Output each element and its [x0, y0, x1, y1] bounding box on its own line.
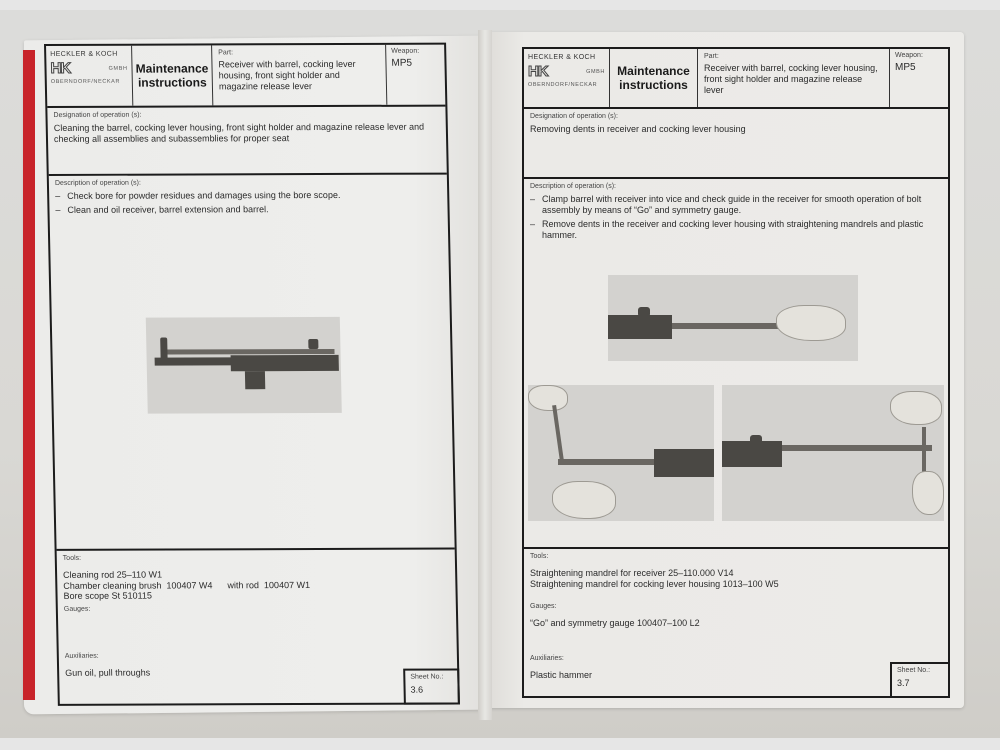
company-gmbh: GMBH [586, 68, 605, 75]
title-line-2: instructions [619, 78, 688, 92]
weapon-label: Weapon: [895, 52, 923, 59]
form-title [610, 49, 698, 107]
description-item-text: Clamp barrel with receiver into vice and check guide in the receiver for smooth operation of bolt assembly by means of “Go” and symmetry gauge. [542, 194, 922, 215]
weapon-label: Weapon: [391, 47, 420, 55]
gauges-label: Gauges: [63, 605, 91, 613]
title-line-1: Maintenance [135, 61, 209, 76]
auxiliaries-label: Auxiliaries: [530, 655, 564, 662]
part-value: Receiver with barrel, cocking lever housing, front sight holder and magazine release lever [218, 58, 356, 92]
tools-label: Tools: [62, 554, 82, 562]
sheet-label: Sheet No.: [410, 673, 444, 681]
hk-logo-icon: HK [50, 59, 71, 77]
description-item: – Clean and oil receiver, barrel extension and barrel. [55, 204, 269, 215]
tools-label: Tools: [530, 553, 549, 560]
part-value: Receiver with barrel, cocking lever housing, front sight holder and magazine release lever [704, 63, 878, 95]
designation-text: Cleaning the barrel, cocking lever housing, front sight holder and magazine release lever and checking all assemblies and subassemblies for proper seat [53, 121, 425, 144]
mandrel-photo-3 [722, 385, 944, 521]
designation-text: Removing dents in receiver and cocking lever housing [530, 124, 746, 134]
tool-line: Straightening mandrel for cocking lever housing 1013–100 W5 [530, 578, 779, 589]
tool-line: Chamber cleaning brush 100407 W4 with rod 100407 W1 [63, 579, 311, 591]
tool-line: Cleaning rod 25–110 W1 [63, 569, 163, 580]
title-line-2: instructions [137, 75, 207, 90]
part-cell [698, 49, 890, 107]
auxiliaries-text: Gun oil, pull throughs [65, 667, 151, 678]
description-section [49, 175, 455, 551]
company-gmbh: GMBH [108, 65, 128, 72]
left-form-frame [44, 43, 460, 706]
company-logo [524, 49, 610, 107]
weapon-cell [386, 45, 445, 105]
description-label: Description of operation (s): [530, 183, 616, 190]
description-item: – Remove dents in the receiver and cocking lever housing with straightening mandrels and plastic hammer. [530, 219, 942, 241]
form-header [524, 49, 948, 109]
hk-logo-icon: HK [528, 63, 548, 80]
form-header [46, 45, 445, 108]
tool-line: Straightening mandrel for receiver 25–110.000 V14 [530, 568, 734, 578]
red-index-tab [23, 50, 35, 700]
description-item-text: Clean and oil receiver, barrel extension and barrel. [67, 204, 269, 215]
sheet-value: 3.6 [410, 684, 424, 695]
designation-section [524, 109, 948, 179]
company-location: OBERNDORF/NECKAR [50, 78, 121, 85]
tool-line: Bore scope St 510115 [63, 590, 153, 601]
description-section [524, 179, 948, 549]
part-cell [212, 45, 387, 106]
description-item-text: Check bore for powder residues and damages using the bore scope. [67, 189, 341, 201]
part-label: Part: [704, 53, 719, 60]
part-label: Part: [218, 49, 234, 57]
auxiliaries-text: Plastic hammer [530, 670, 593, 680]
auxiliaries-label: Auxiliaries: [64, 652, 99, 660]
designation-label: Designation of operation (s): [53, 111, 142, 119]
weapon-cell [890, 49, 948, 107]
sheet-label: Sheet No.: [897, 667, 931, 674]
company-logo [46, 46, 133, 106]
sheet-number-box [403, 668, 460, 704]
description-label: Description of operation (s): [54, 179, 141, 187]
weapon-photo [146, 317, 342, 414]
description-item: – Check bore for powder residues and damages using the bore scope. [55, 189, 341, 201]
description-item-text: Remove dents in the receiver and cocking lever housing with straightening mandrels and plastic hammer. [542, 219, 924, 240]
weapon-value: MP5 [895, 62, 916, 73]
gauges-text: “Go” and symmetry gauge 100407–100 L2 [530, 618, 700, 628]
book-gutter [478, 30, 492, 720]
sheet-value: 3.7 [897, 678, 910, 688]
mandrel-photo-2 [528, 385, 714, 521]
form-title [132, 45, 213, 105]
footer-section [57, 549, 458, 703]
description-item: – Clamp barrel with receiver into vice and check guide in the receiver for smooth operation of bolt assembly by means of “Go” and symmetry gauge. [530, 194, 942, 216]
company-location: OBERNDORF/NECKAR [528, 82, 598, 88]
right-form-frame [522, 47, 950, 698]
footer-section [524, 549, 948, 696]
title-line-1: Maintenance [617, 64, 690, 78]
designation-label: Designation of operation (s): [530, 113, 618, 120]
company-name: HECKLER & KOCH [528, 54, 596, 61]
company-name: HECKLER & KOCH [50, 50, 118, 58]
sheet-number-box [890, 662, 950, 698]
mandrel-photo-1 [608, 275, 858, 361]
designation-section [47, 107, 446, 176]
weapon-value: MP5 [391, 57, 413, 69]
gauges-label: Gauges: [530, 603, 557, 610]
